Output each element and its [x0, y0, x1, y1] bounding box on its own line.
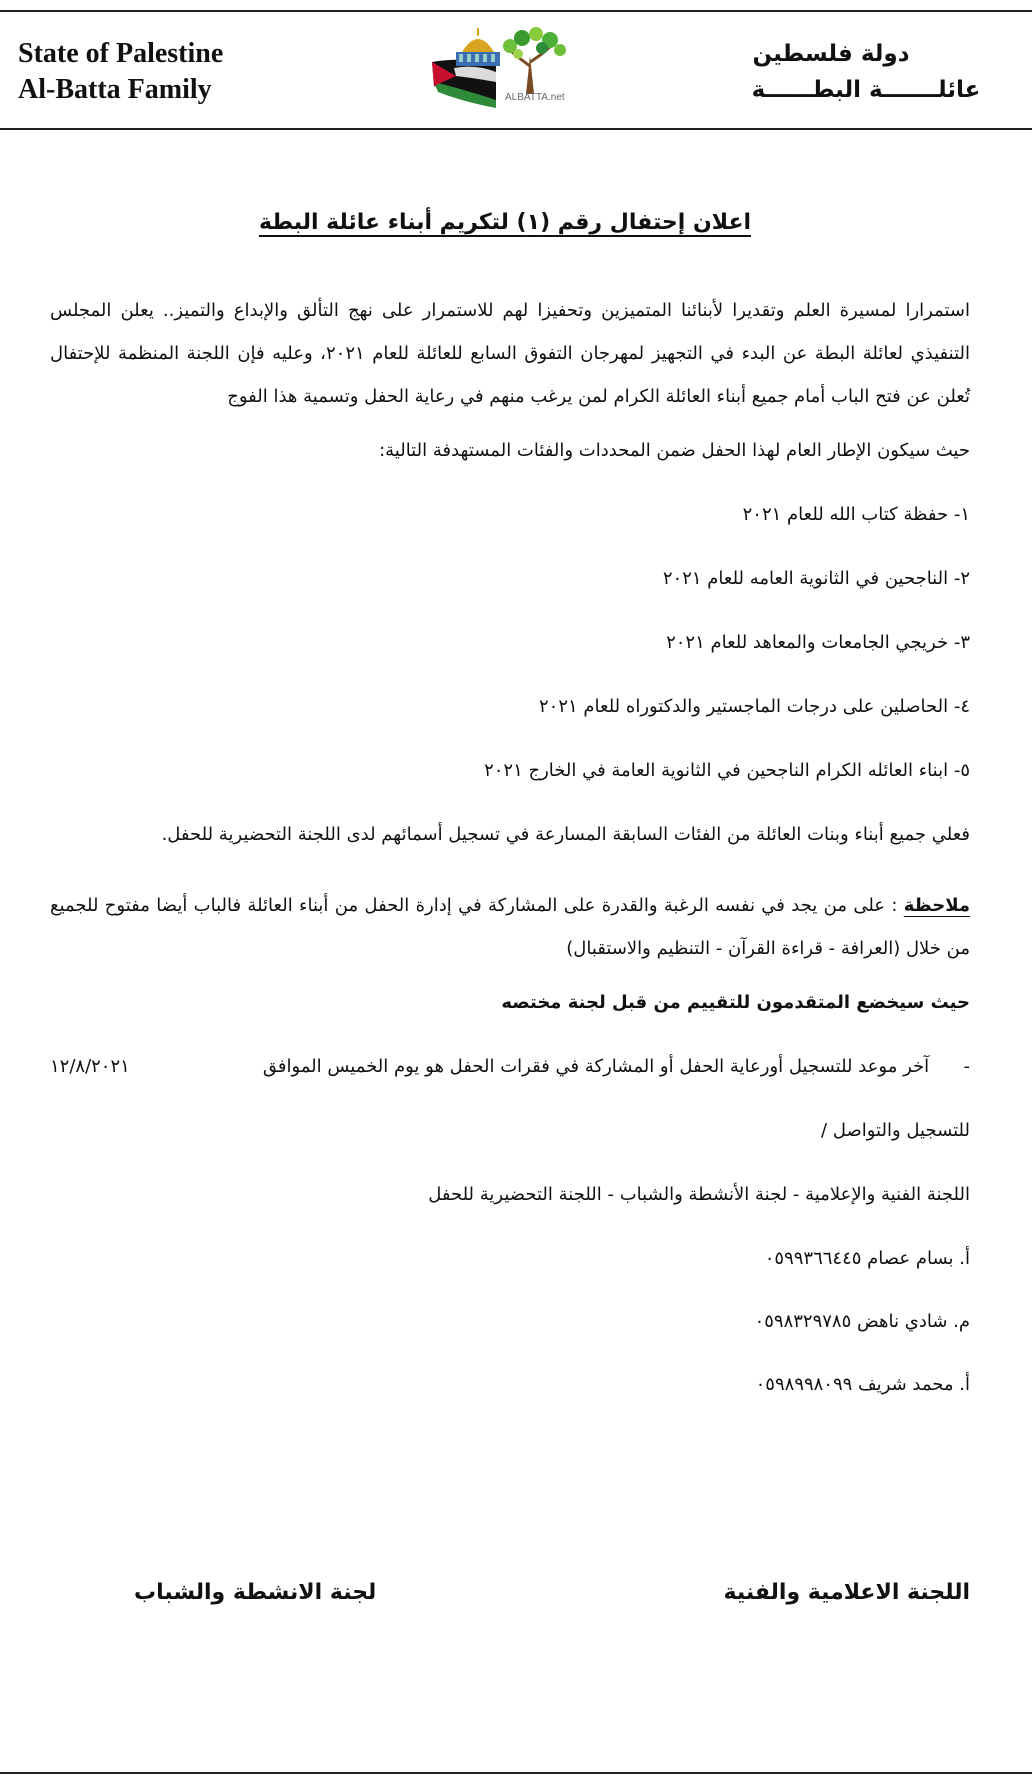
- contact-heading: للتسجيل والتواصل /: [821, 1120, 970, 1141]
- deadline-main: [263, 1052, 970, 1082]
- intro-paragraph: استمرارا لمسيرة العلم وتقديرا لأبنائنا المتميزين وتحفيزا لهم للاستمرار على نهج التألق والإبداع والتميز.. يعلن المجلس التنفيذي لعائلة البطة عن البدء في التجهيز لمهرجان التفوق السابع للعائلة للعام ٢٠٢١، وعليه فإن اللجنة المنظمة للإحتفال تُعلن عن فتح الباب أمام جميع أبناء العائلة الكرام لمن يرغب منهم في رعاية الحفل وتسمية هذا الفوج: [50, 300, 970, 407]
- top-rule: [0, 10, 1032, 12]
- header-arabic: [716, 36, 1016, 108]
- deadline-date: ١٢/٨/٢٠٢١: [50, 1056, 130, 1077]
- note-label: ملاحظة: [903, 895, 970, 916]
- evaluation-line: حيث سيخضع المتقدمون للتقييم من قبل لجنة مختصه: [501, 992, 970, 1013]
- contact-item: أ. محمد شريف ٠٥٩٨٩٩٨٠٩٩: [755, 1374, 970, 1395]
- note-paragraph: [50, 884, 970, 970]
- call-line: فعلي جميع أبناء وبنات العائلة من الفئات السابقة المسارعة في تسجيل أسمائهم لدى اللجنة التحضيرية للحفل.: [161, 824, 970, 845]
- deadline-dash: -: [963, 1056, 970, 1077]
- list-item: ٣- خريجي الجامعات والمعاهد للعام ٢٠٢١: [666, 632, 970, 653]
- header-rule: [0, 128, 1032, 130]
- list-item: ٢- الناجحين في الثانوية العامه للعام ٢٠٢١: [662, 568, 970, 589]
- contact-item: م. شادي ناهض ٠٥٩٨٣٢٩٧٨٥: [754, 1311, 970, 1332]
- signature-activities-committee: لجنة الانشطة والشباب: [134, 1580, 377, 1605]
- header-family-ar: عائلـــــــة البطــــــة: [751, 77, 981, 103]
- bottom-rule: [0, 1772, 1032, 1774]
- list-item: ٤- الحاصلين على درجات الماجستير والدكتوراه للعام ٢٠٢١: [539, 696, 970, 717]
- deadline-text: آخر موعد للتسجيل أورعاية الحفل أو المشاركة في فقرات الحفل هو يوم الخميس الموافق: [262, 1056, 930, 1077]
- deadline-line: [50, 1052, 970, 1082]
- announcement-title: اعلان إحتفال رقم (١) لتكريم أبناء عائلة البطة: [258, 210, 752, 235]
- header-country: State of Palestine: [18, 38, 224, 69]
- header-english: [18, 36, 223, 108]
- announcement-body: [50, 210, 970, 1433]
- committees-line: اللجنة الفنية والإعلامية - لجنة الأنشطة والشباب - اللجنة التحضيرية للحفل: [428, 1184, 970, 1205]
- contacts-list: [50, 1244, 970, 1400]
- signature-media-committee: اللجنة الاعلامية والفنية: [723, 1580, 970, 1605]
- logo-caption: ALBATTA.net: [505, 92, 565, 103]
- framework-line: حيث سيكون الإطار العام لهذا الحفل ضمن المحددات والفئات المستهدفة التالية:: [379, 440, 970, 461]
- categories-list: [50, 500, 970, 786]
- contact-item: أ. بسام عصام ٠٥٩٩٣٦٦٤٤٥: [764, 1248, 970, 1269]
- note-text: : على من يجد في نفسه الرغبة والقدرة على المشاركة في إدارة الحفل من أبناء العائلة فالباب أيضا مفتوح للجميع من خلال (العرافة - قراءة القرآن - التنظيم والاستقبال): [50, 895, 970, 959]
- header-country-ar: دولة فلسطين: [752, 41, 910, 67]
- list-item: ١- حفظة كتاب الله للعام ٢٠٢١: [742, 504, 970, 525]
- header-family: Al-Batta Family: [18, 74, 212, 105]
- list-item: ٥- ابناء العائله الكرام الناجحين في الثانوية العامة في الخارج ٢٠٢١: [484, 760, 970, 781]
